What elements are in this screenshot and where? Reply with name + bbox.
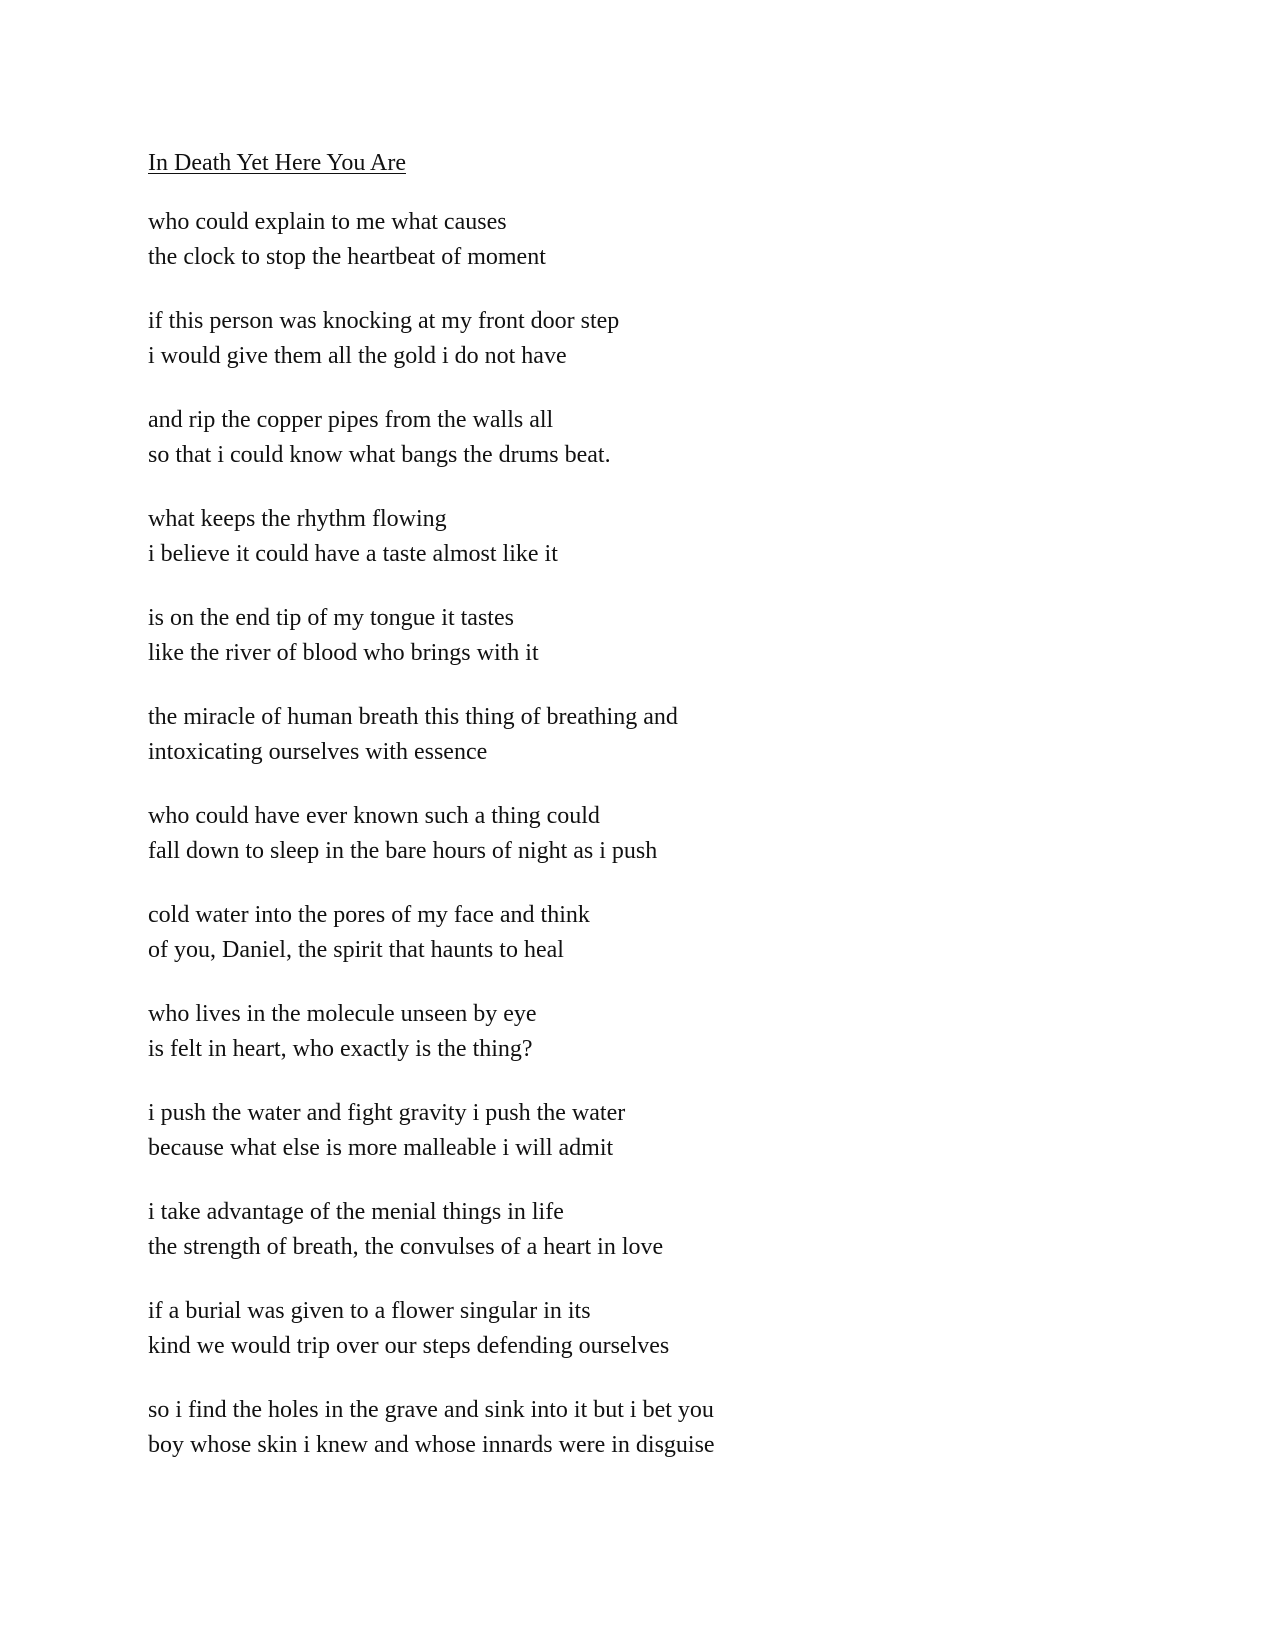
poem-line: i push the water and fight gravity i push the water bbox=[148, 1100, 626, 1126]
poem-line: so i find the holes in the grave and sink into it but i bet you bbox=[148, 1397, 714, 1423]
poem-line: the clock to stop the heartbeat of moment bbox=[148, 244, 546, 270]
poem-line: who could explain to me what causes bbox=[148, 209, 507, 235]
poem-line: boy whose skin i knew and whose innards were in disguise bbox=[148, 1432, 715, 1458]
stanza bbox=[148, 304, 619, 374]
stanza bbox=[148, 1096, 625, 1166]
poem-line: cold water into the pores of my face and think bbox=[148, 902, 590, 928]
stanza bbox=[148, 898, 590, 968]
poem-line: who could have ever known such a thing could bbox=[148, 803, 600, 829]
poem-line: fall down to sleep in the bare hours of night as i push bbox=[148, 838, 658, 864]
poem-line: i would give them all the gold i do not have bbox=[148, 343, 567, 369]
stanza bbox=[148, 700, 678, 770]
poem-line: is on the end tip of my tongue it tastes bbox=[148, 605, 514, 631]
stanza bbox=[148, 1195, 663, 1265]
poem-line: is felt in heart, who exactly is the thing? bbox=[148, 1036, 533, 1062]
poem-line: i take advantage of the menial things in life bbox=[148, 1199, 564, 1225]
stanza bbox=[148, 403, 611, 473]
poem-line: because what else is more malleable i will admit bbox=[148, 1135, 614, 1161]
poem-line: if a burial was given to a flower singular in its bbox=[148, 1298, 591, 1324]
poem-line: so that i could know what bangs the drums beat. bbox=[148, 442, 611, 468]
poem-line: and rip the copper pipes from the walls all bbox=[148, 407, 554, 433]
poem-line: i believe it could have a taste almost like it bbox=[148, 541, 558, 567]
poem-line: intoxicating ourselves with essence bbox=[148, 739, 488, 765]
stanza bbox=[148, 205, 546, 275]
poem-line: who lives in the molecule unseen by eye bbox=[148, 1001, 537, 1027]
stanza bbox=[148, 502, 558, 572]
stanza bbox=[148, 1294, 669, 1364]
poem-line: of you, Daniel, the spirit that haunts to heal bbox=[148, 937, 564, 963]
poem-line: if this person was knocking at my front door step bbox=[148, 308, 620, 334]
poem-line: what keeps the rhythm flowing bbox=[148, 506, 447, 532]
stanza bbox=[148, 1393, 715, 1463]
poem-line: the miracle of human breath this thing of breathing and bbox=[148, 704, 678, 730]
stanza bbox=[148, 997, 537, 1067]
poem-line: like the river of blood who brings with it bbox=[148, 640, 539, 666]
stanza bbox=[148, 799, 657, 869]
poem-line: kind we would trip over our steps defending ourselves bbox=[148, 1333, 670, 1359]
stanza bbox=[148, 601, 539, 671]
poem-title: In Death Yet Here You Are bbox=[148, 150, 406, 176]
poem-line: the strength of breath, the convulses of a heart in love bbox=[148, 1234, 664, 1260]
